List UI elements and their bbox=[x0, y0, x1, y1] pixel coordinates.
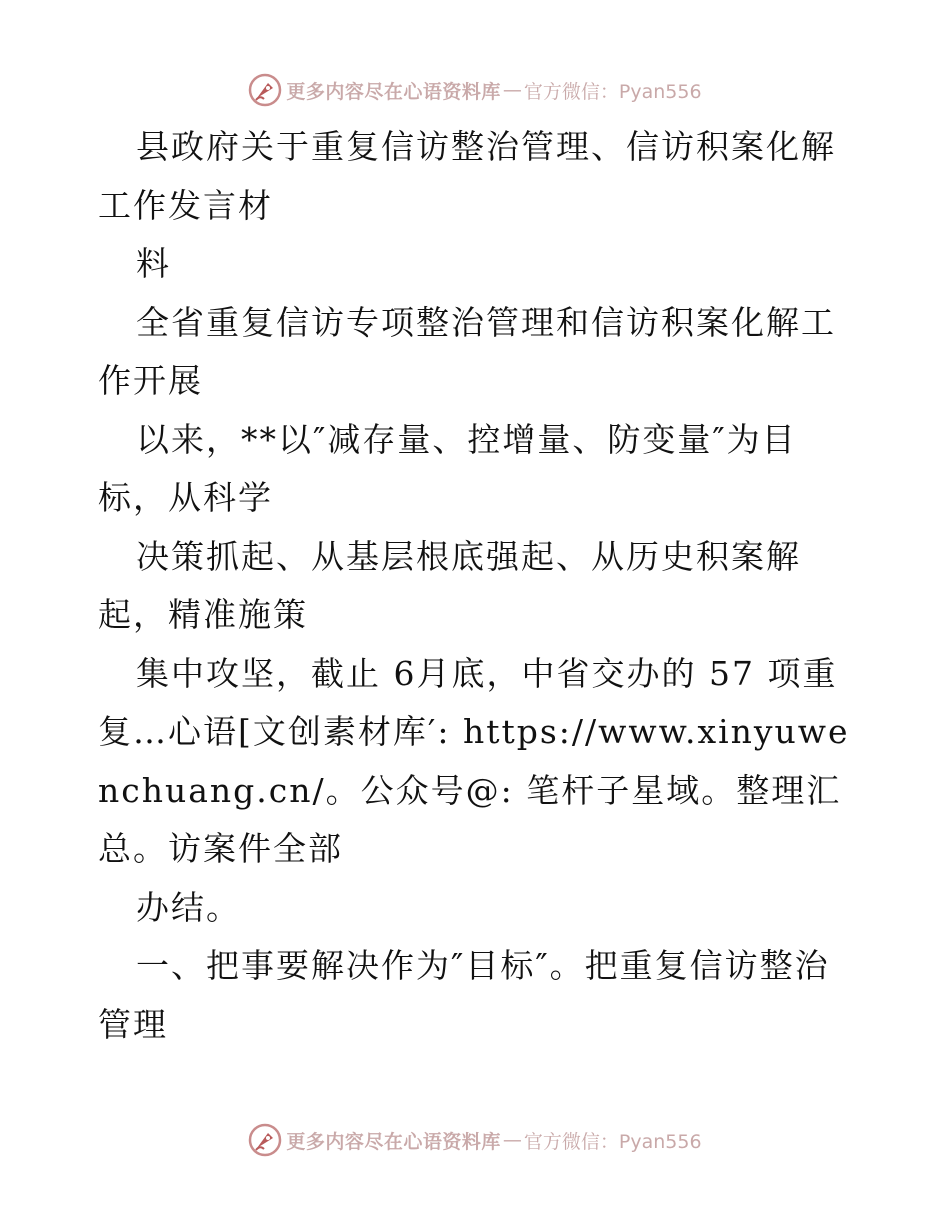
header-banner bbox=[0, 70, 950, 110]
banner-contact: 官方微信：Pyan556 bbox=[523, 80, 702, 103]
paragraph-title: 县政府关于重复信访整治管理、信访积案化解工作发言材 bbox=[98, 127, 836, 225]
pen-nib-icon bbox=[248, 73, 282, 107]
paragraph: 一、把事要解决作为″目标″。把重复信访整治管理 bbox=[98, 946, 830, 1044]
footer-banner bbox=[0, 1120, 950, 1160]
banner-text: 更多内容尽在心语资料库 bbox=[286, 80, 501, 103]
paragraph: 以来，**以″减存量、控增量、防变量″为目标，从科学 bbox=[98, 419, 797, 517]
pen-nib-icon bbox=[248, 1123, 282, 1157]
banner-text: 更多内容尽在心语资料库 bbox=[286, 1130, 501, 1153]
document-body bbox=[98, 118, 858, 1054]
paragraph: 集中攻坚，截止 6月底，中省交办的 57 项重复…心语[文创素材库′: https://www.xinyuwenchuang.cn/。公众号@: 笔杆子星域。整理汇总。访案件全部 bbox=[98, 653, 850, 868]
banner-contact: 官方微信：Pyan556 bbox=[523, 1130, 702, 1153]
banner-separator: — bbox=[502, 1129, 522, 1151]
paragraph: 决策抓起、从基层根底强起、从历史积案解起，精准施策 bbox=[98, 536, 801, 634]
paragraph: 办结。 bbox=[136, 887, 241, 927]
paragraph: 料 bbox=[136, 244, 171, 283]
paragraph: 全省重复信访专项整治管理和信访积案化解工作开展 bbox=[98, 302, 836, 400]
banner-separator: — bbox=[502, 79, 522, 101]
